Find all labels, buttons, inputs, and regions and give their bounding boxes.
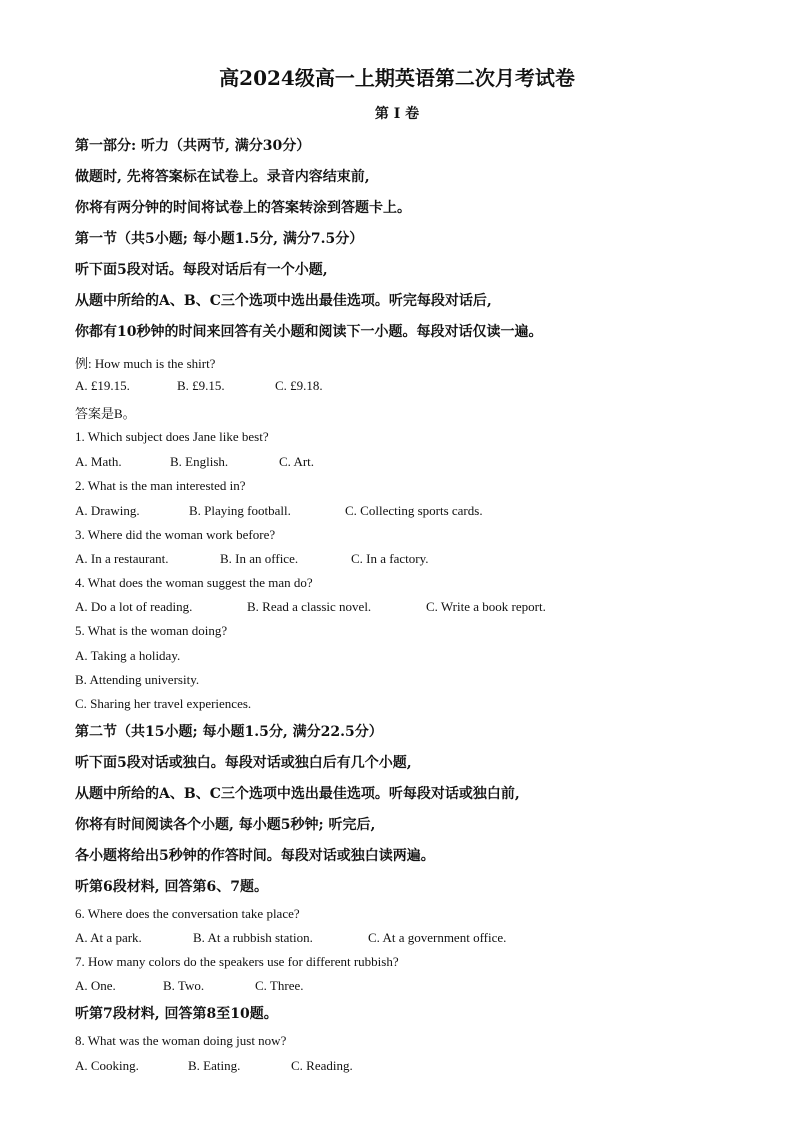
option-b: B. Read a classic novel. (247, 599, 372, 614)
option-a: A. One. (75, 978, 116, 993)
question-6: 6. Where does the conversation take place? (75, 906, 300, 921)
option-a: A. Cooking. (75, 1058, 139, 1073)
option-c: C. Art. (279, 454, 315, 469)
option-a: A. At a park. (75, 930, 142, 945)
section1-instruction: 从题中所给的A、B、C三个选项中选出最佳选项。听完每段对话后, (75, 293, 492, 309)
option-c: C. Sharing her travel experiences. (75, 696, 252, 711)
option-c: C. Three. (255, 978, 304, 993)
example-option: A. £19.15. (75, 378, 130, 393)
option-a: A. In a restaurant. (75, 551, 169, 566)
material6-heading: 听第6段材料, 回答第6、7题。 (75, 879, 268, 895)
example-option: B. £9.15. (177, 378, 225, 393)
example-question: 例: How much is the shirt? (75, 356, 216, 371)
option-c: C. Write a book report. (426, 599, 546, 614)
option-c: C. In a factory. (351, 551, 429, 566)
option-c: C. At a government office. (368, 930, 507, 945)
option-b: B. In an office. (220, 551, 299, 566)
part1-heading: 第一部分: 听力（共两节, 满分30分） (75, 138, 311, 154)
section2-instruction: 从题中所给的A、B、C三个选项中选出最佳选项。听每段对话或独白前, (75, 786, 520, 802)
page-title: 高2024级高一上期英语第二次月考试卷 (219, 66, 575, 90)
option-a: A. Taking a holiday. (75, 648, 181, 663)
section2-heading: 第二节（共15小题; 每小题1.5分, 满分22.5分） (75, 724, 383, 740)
section2-instruction: 听下面5段对话或独白。每段对话或独白后有几个小题, (75, 755, 412, 771)
option-b: B. Eating. (188, 1058, 241, 1073)
question-4: 4. What does the woman suggest the man do? (75, 575, 313, 590)
part1-instruction: 做题时, 先将答案标在试卷上。录音内容结束前, (75, 169, 370, 185)
volume-label: 第 I 卷 (374, 106, 420, 122)
question-8: 8. What was the woman doing just now? (75, 1033, 287, 1048)
example-option: C. £9.18. (275, 378, 323, 393)
section2-instruction: 你将有时间阅读各个小题, 每小题5秒钟; 听完后, (75, 817, 376, 833)
option-a: A. Math. (75, 454, 122, 469)
question-7: 7. How many colors do the speakers use for different rubbish? (75, 954, 399, 969)
section1-instruction: 听下面5段对话。每段对话后有一个小题, (75, 262, 328, 278)
option-b: B. English. (170, 454, 229, 469)
option-b: B. Two. (163, 978, 205, 993)
question-3: 3. Where did the woman work before? (75, 527, 276, 542)
part1-instruction: 你将有两分钟的时间将试卷上的答案转涂到答题卡上。 (75, 200, 411, 216)
option-b: B. Attending university. (75, 672, 200, 687)
option-a: A. Do a lot of reading. (75, 599, 193, 614)
section2-instruction: 各小题将给出5秒钟的作答时间。每段对话或独白读两遍。 (75, 848, 435, 864)
example-answer: 答案是B。 (75, 406, 136, 421)
question-2: 2. What is the man interested in? (75, 478, 246, 493)
section1-heading: 第一节（共5小题; 每小题1.5分, 满分7.5分） (75, 231, 364, 247)
material7-heading: 听第7段材料, 回答第8至10题。 (75, 1006, 278, 1022)
option-c: C. Reading. (291, 1058, 353, 1073)
option-a: A. Drawing. (75, 503, 140, 518)
option-b: B. At a rubbish station. (193, 930, 313, 945)
option-c: C. Collecting sports cards. (345, 503, 483, 518)
option-b: B. Playing football. (189, 503, 291, 518)
question-5: 5. What is the woman doing? (75, 623, 228, 638)
question-1: 1. Which subject does Jane like best? (75, 429, 269, 444)
section1-instruction: 你都有10秒钟的时间来回答有关小题和阅读下一小题。每段对话仅读一遍。 (75, 324, 543, 340)
